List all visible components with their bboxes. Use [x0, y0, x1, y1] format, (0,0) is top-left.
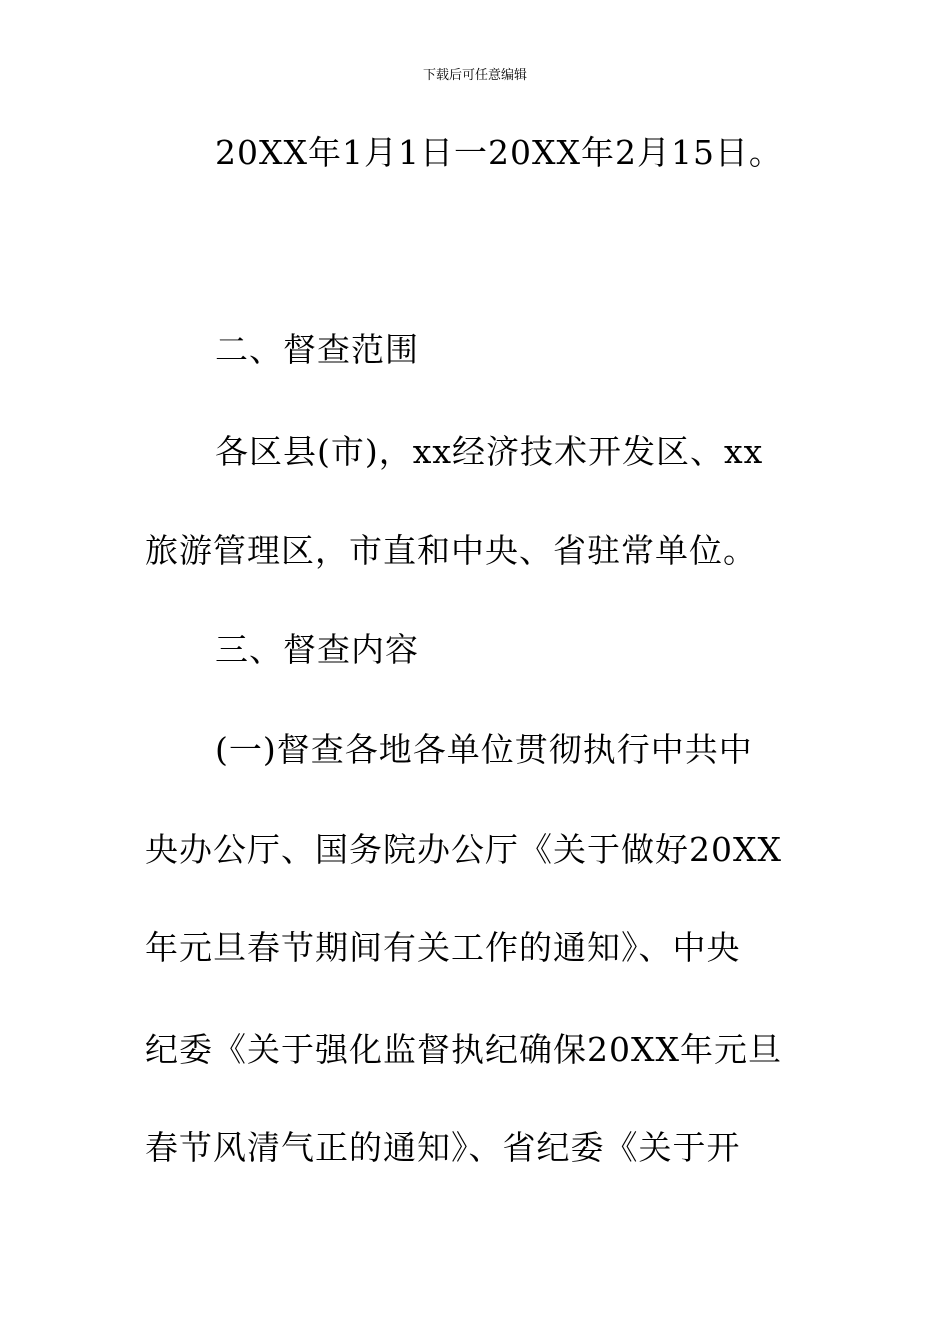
header-note: 下载后可任意编辑	[422, 68, 527, 83]
paragraph-line: 年元旦春节期间有关工作的通知》、中央	[145, 928, 741, 967]
section-heading-content: 三、督查内容	[215, 630, 419, 669]
paragraph-line: 旅游管理区，市直和中央、省驻常单位。	[145, 531, 757, 570]
paragraph-line: 纪委《关于强化监督执纪确保20XX年元旦	[145, 1030, 782, 1069]
paragraph-line: 央办公厅、国务院办公厅《关于做好20XX	[145, 830, 782, 869]
paragraph-line: (一)督查各地各单位贯彻执行中共中	[215, 730, 753, 769]
section-heading-scope: 二、督查范围	[215, 330, 419, 369]
paragraph-line: 春节风清气正的通知》、省纪委《关于开	[145, 1128, 741, 1167]
paragraph-line: 各区县(市)，xx经济技术开发区、xx	[215, 432, 764, 471]
date-range-line: 20XX年1月1日一20XX年2月15日。	[215, 133, 783, 172]
